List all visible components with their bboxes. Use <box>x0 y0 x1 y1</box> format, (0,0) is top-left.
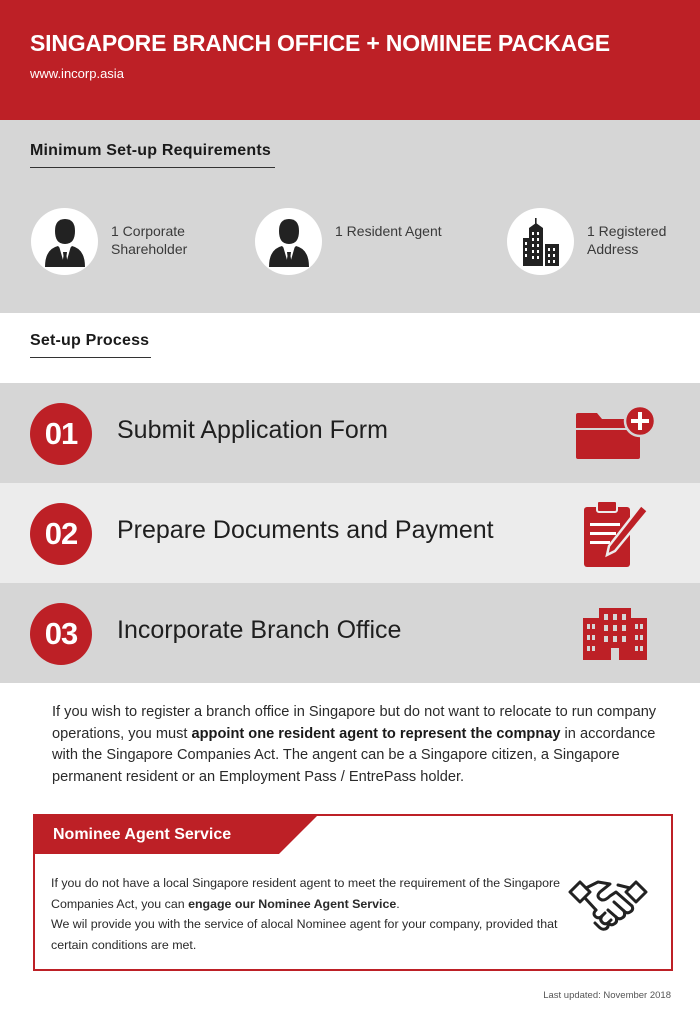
requirement-label: 1 Resident Agent <box>335 223 442 239</box>
page-title: SINGAPORE BRANCH OFFICE + NOMINEE PACKAGE <box>30 30 610 56</box>
step-label: Incorporate Branch Office <box>117 616 402 644</box>
website-url[interactable]: www.incorp.asia <box>30 66 124 81</box>
nominee-description <box>51 873 561 955</box>
building-icon <box>583 608 649 665</box>
paragraph-text: in accordance with the Singapore Companies Act. The angent can be a Singapore citizen, a Singapore permanent resident or an Employment Pass / EntrePass holder. <box>52 725 656 785</box>
step-label: Submit Application Form <box>117 416 388 444</box>
requirement-corporate-shareholder <box>31 208 203 275</box>
paragraph-text: If you wish to register a branch office in Singapore but do not want to relocate to run company operations, you must <box>52 704 657 742</box>
last-updated: Last updated: November 2018 <box>543 990 671 1001</box>
nominee-service-box <box>33 814 673 971</box>
nominee-text: . <box>396 896 400 911</box>
folder-add-icon <box>574 405 658 466</box>
header-banner <box>0 0 700 120</box>
nominee-text: If you do not have a local Singapore resident agent to meet the requirement of the Singapore Companies Act, you can <box>51 876 561 911</box>
resident-agent-paragraph <box>52 702 657 788</box>
requirements-heading: Minimum Set-up Requirements <box>30 142 275 168</box>
paragraph-emphasis: appoint one resident agent to represent the compnay <box>191 725 561 742</box>
requirement-label: 1 Registered Address <box>587 223 667 257</box>
handshake-icon <box>568 874 648 941</box>
step-number-badge: 03 <box>30 603 92 665</box>
office-building-icon <box>507 208 574 275</box>
requirement-registered-address <box>507 208 679 275</box>
clipboard-pen-icon <box>582 499 650 574</box>
step-label: Prepare Documents and Payment <box>117 516 494 544</box>
nominee-emphasis: engage our Nominee Agent Service <box>188 896 397 911</box>
requirement-label: 1 Corporate Shareholder <box>111 223 188 257</box>
businessman-icon <box>255 208 322 275</box>
process-step-3 <box>0 583 700 683</box>
requirement-resident-agent <box>255 208 455 275</box>
step-number-badge: 02 <box>30 503 92 565</box>
process-step-2 <box>0 483 700 583</box>
process-step-1 <box>0 383 700 483</box>
businessman-icon <box>31 208 98 275</box>
requirements-section <box>0 120 700 313</box>
nominee-text: We wil provide you with the service of alocal Nominee agent for your company, provided that certain conditions are met. <box>51 917 558 952</box>
nominee-title: Nominee Agent Service <box>53 826 232 843</box>
step-number-badge: 01 <box>30 403 92 465</box>
process-section-header <box>0 313 700 383</box>
process-heading: Set-up Process <box>30 332 151 358</box>
